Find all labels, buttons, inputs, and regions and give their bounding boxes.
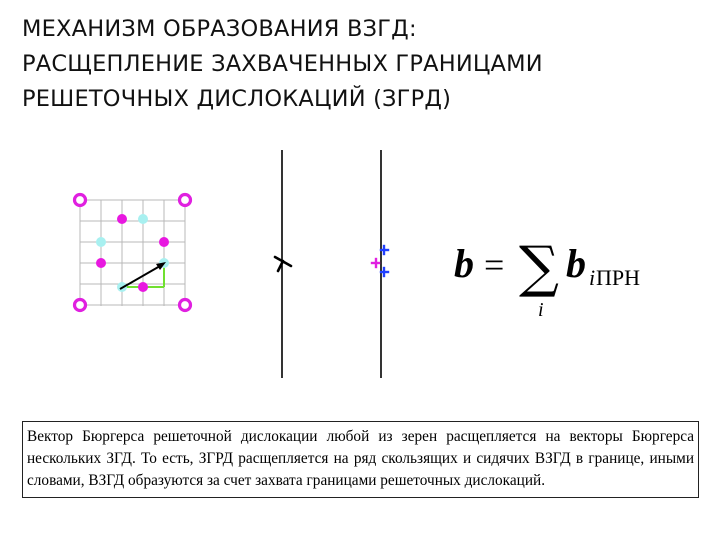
cyan-atom xyxy=(138,214,148,224)
formula-sum-index: i xyxy=(538,299,544,321)
magenta-atom xyxy=(159,237,169,247)
magenta-atom xyxy=(138,282,148,292)
burgers-sum-formula xyxy=(454,235,640,321)
lattice-grid xyxy=(80,200,185,306)
caption-text-box: Вектор Бюргерса решеточной дислокации любой из зерен расщепляется на векторы Бюргерса нескольких ЗГД. То есть, ЗГРД расщепляется на ряд скользящих и сидячих ВЗГД в границе, иными словами, ВЗГД образуются за счет захвата границами решеточных дислокаций. xyxy=(22,421,699,498)
title-line-1: МЕХАНИЗМ ОБРАЗОВАНИЯ ВЗГД: xyxy=(22,16,417,42)
corner-atom xyxy=(75,300,86,311)
formula-equals: = xyxy=(484,245,505,285)
formula-lhs: b xyxy=(454,241,474,286)
formula-subscript-index: i xyxy=(589,265,596,290)
corner-atoms xyxy=(75,195,191,311)
corner-atom xyxy=(180,300,191,311)
formula-rhs: b xyxy=(566,241,586,286)
title-line-2: РАСЩЕПЛЕНИЕ ЗАХВАЧЕННЫХ ГРАНИЦАМИ xyxy=(22,51,543,77)
cyan-atom xyxy=(96,237,106,247)
lattice-atoms xyxy=(96,214,169,292)
lattice-dislocation-symbol xyxy=(275,257,291,271)
formula-subscript-label: ПРН xyxy=(596,265,641,290)
split-boundary-dislocations xyxy=(372,246,388,276)
corner-atom xyxy=(75,195,86,206)
formula-sum-symbol: ∑ xyxy=(519,235,559,300)
title-line-3: РЕШЕТОЧНЫХ ДИСЛОКАЦИЙ (ЗГРД) xyxy=(22,86,452,112)
corner-atom xyxy=(180,195,191,206)
magenta-atom xyxy=(117,214,127,224)
magenta-atom xyxy=(96,258,106,268)
